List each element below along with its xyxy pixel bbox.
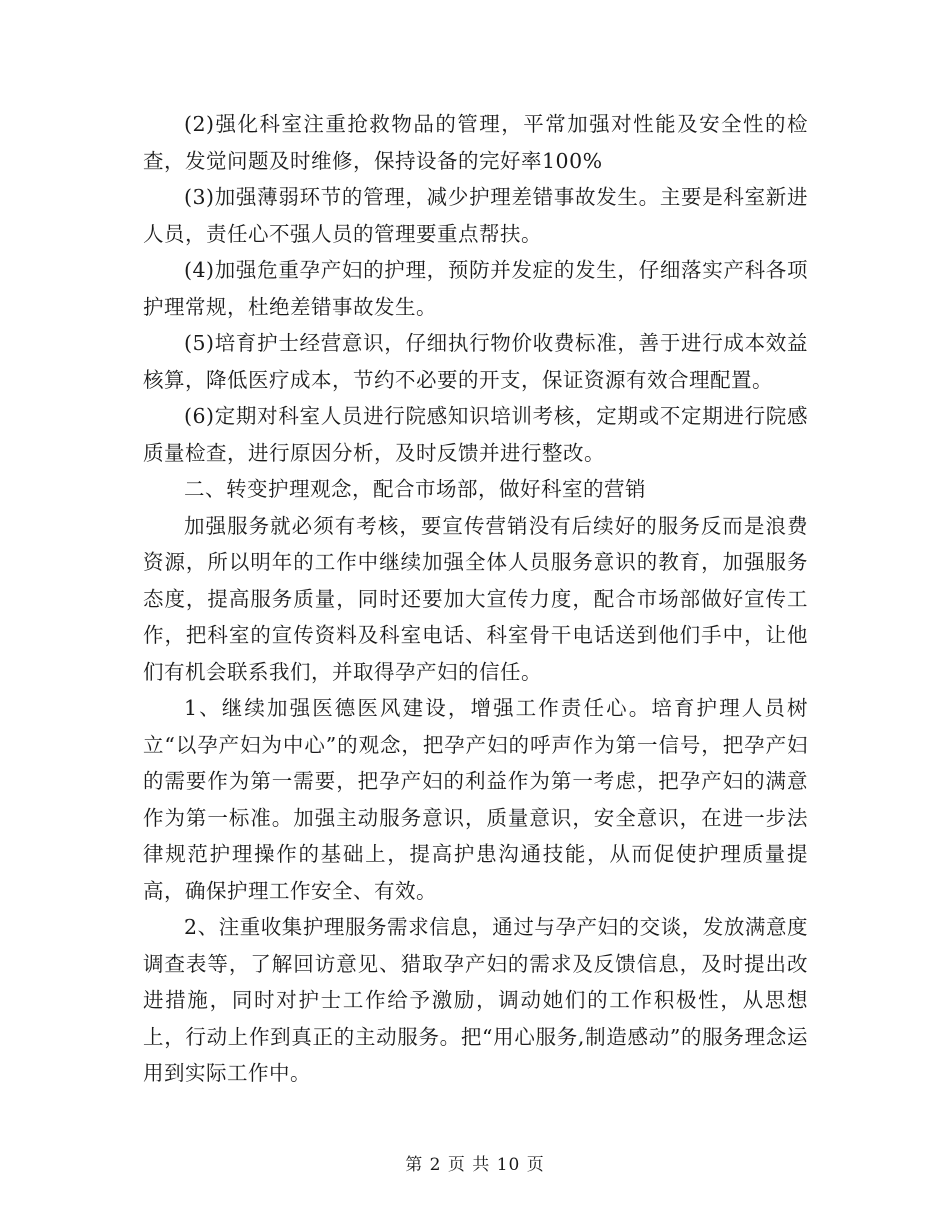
paragraph-intro: 加强服务就必须有考核，要宣传营销没有后续好的服务反而是浪费资源，所以明年的工作中继续加强全体人员服务意识的教育，加强服务态度，提高服务质量，同时还要加大宣传力度，配合市场部做好宣传工作，把科室的宣传资料及科室电话、科室骨干电话送到他们手中，让他们有机会联系我们，并取得孕产妇的信任。	[143, 513, 808, 684]
paragraph-point-1: 1、继续加强医德医风建设，增强工作责任心。培育护理人员树立“以孕产妇为中心”的观念，把孕产妇的呼声作为第一信号，把孕产妇的需要作为第一需要，把孕产妇的利益作为第一考虑，把孕产妇的满意作为第一标准。加强主动服务意识，质量意识，安全意识，在进一步法律规范护理操作的基础上，提高护患沟通技能，从而促使护理质量提高，确保护理工作安全、有效。	[143, 696, 808, 903]
paragraph-item-3: (3)加强薄弱环节的管理，减少护理差错事故发生。主要是科室新进人员，责任心不强人员的管理要重点帮扶。	[143, 185, 808, 246]
paragraph-item-2: (2)强化科室注重抢救物品的管理，平常加强对性能及安全性的检查，发觉问题及时维修，保持设备的完好率100%	[143, 112, 808, 173]
paragraph-item-6: (6)定期对科室人员进行院感知识培训考核，定期或不定期进行院感质量检查，进行原因分析，及时反馈并进行整改。	[143, 404, 808, 465]
document-body	[143, 106, 808, 1092]
paragraph-item-4: (4)加强危重孕产妇的护理，预防并发症的发生，仔细落实产科各项护理常规，杜绝差错事故发生。	[143, 258, 808, 319]
paragraph-item-5: (5)培育护士经营意识，仔细执行物价收费标准，善于进行成本效益核算，降低医疗成本，节约不必要的开支，保证资源有效合理配置。	[143, 331, 808, 392]
page-number-footer: 第 2 页 共 10 页	[405, 1155, 545, 1175]
paragraph-point-2: 2、注重收集护理服务需求信息，通过与孕产妇的交谈，发放满意度调查表等，了解回访意见、猎取孕产妇的需求及反馈信息，及时提出改进措施，同时对护士工作给予激励，调动她们的工作积极性，从思想上，行动上作到真正的主动服务。把“用心服务,制造感动”的服务理念运用到实际工作中。	[143, 915, 808, 1085]
section-heading: 二、转变护理观念，配合市场部，做好科室的营销	[184, 477, 646, 501]
